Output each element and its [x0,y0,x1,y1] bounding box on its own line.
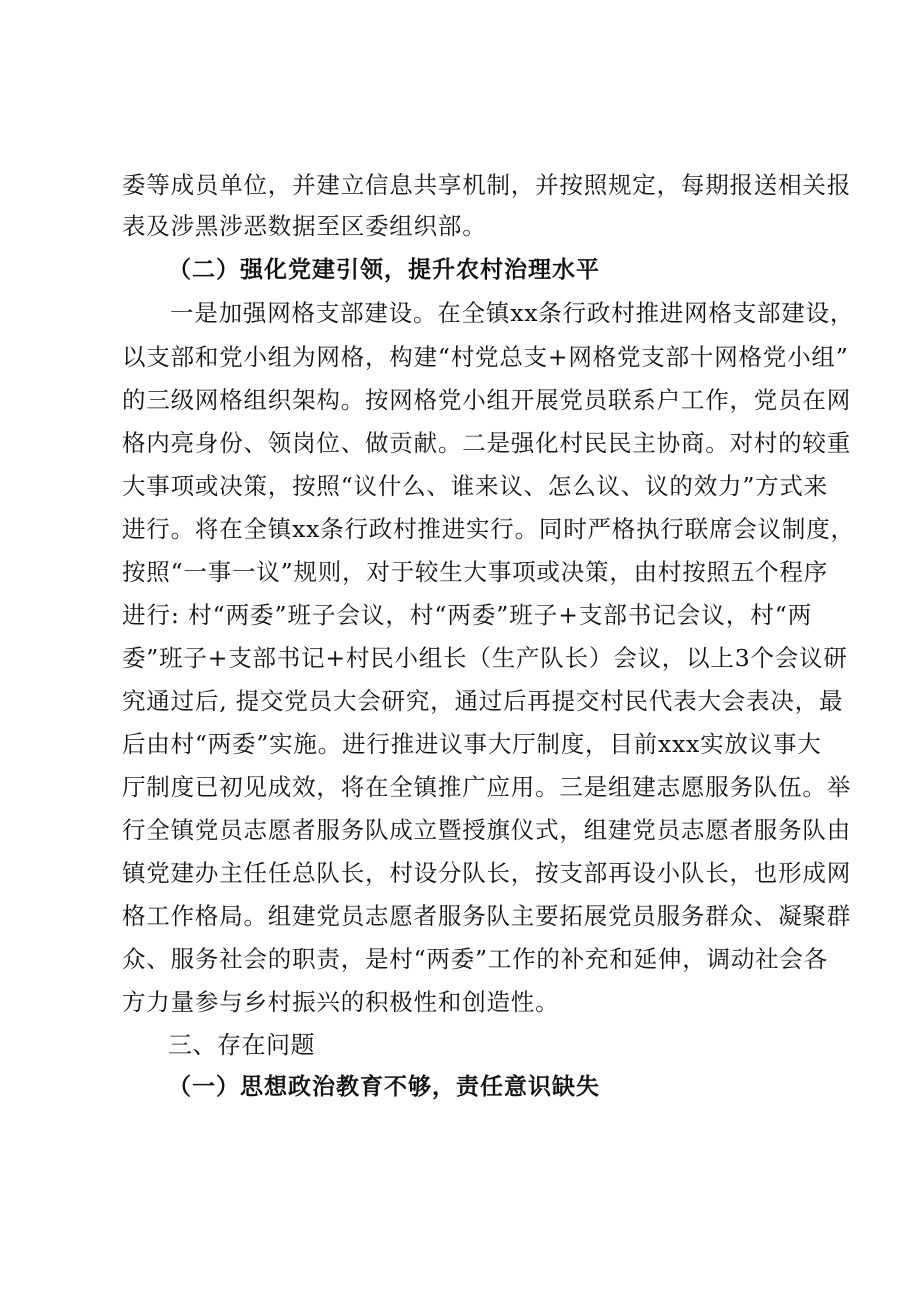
paragraph-line-1: 一是加强网格支部建设。在全镇xx条行政村推进网格支部建设， [170,299,855,327]
intro-line-1: 委等成员单位，并建立信息共享机制，并按照规定，每期报送相关报 [122,171,851,199]
paragraph-line-5: 大事项或决策，按照“议什么、谁来议、怎么议、议的效力”方式来 [122,472,829,500]
paragraph-line-6: 进行。将在全镇xx条行政村推进实行。同时严格执行联席会议制度， [122,515,855,543]
paragraph-line-16: 众、服务社会的职责，是村“两委”工作的补充和延伸，调动社会各 [122,945,829,973]
section-heading-existing-problems: 三、存在问题 [168,1031,315,1059]
paragraph-line-2: 以支部和党小组为网格，构建“村党总支+网格党支部十网格党小组” [122,343,849,371]
paragraph-line-8: 进行: 村“两委”班子会议，村“两委”班子+支部书记会议，村“两 [122,601,812,629]
paragraph-line-14: 镇党建办主任任总队长，村设分队长，按支部再设小队长，也形成网 [122,859,851,887]
paragraph-line-7: 按照“一事一议”规则，对于较生大事项或决策，由村按照五个程序 [122,558,829,586]
paragraph-line-13: 行全镇党员志愿者服务队成立暨授旗仪式，组建党员志愿者服务队由 [122,816,851,844]
subheading-strengthen-party-building: （二）强化党建引领，提升农村治理水平 [168,256,600,283]
paragraph-line-11: 后由村“两委”实施。进行推进议事大厅制度，目前xxx实放议事大 [122,730,822,758]
paragraph-line-10: 究通过后, 提交党员大会研究，通过后再提交村民代表大会表决，最 [122,687,844,715]
intro-line-2: 表及涉黑涉恶数据至区委组织部。 [122,212,487,240]
paragraph-line-9: 委”班子+支部书记+村民小组长（生产队长）会议，以上3个会议研 [122,644,848,672]
paragraph-line-3: 的三级网格组织架构。按网格党小组开展党员联系户工作，党员在网 [122,386,851,414]
subheading-ideological-education: （一）思想政治教育不够，责任意识缺失 [168,1073,600,1100]
paragraph-line-4: 格内亮身份、领岗位、做贡献。二是强化村民民主协商。对村的较重 [122,429,851,457]
paragraph-line-12: 厅制度已初见成效，将在全镇推广应用。三是组建志愿服务队伍。举 [122,773,851,801]
paragraph-line-15: 格工作格局。组建党员志愿者服务队主要拓展党员服务群众、凝聚群 [122,902,851,930]
paragraph-line-17: 方力量参与乡村振兴的积极性和创造性。 [122,988,560,1016]
